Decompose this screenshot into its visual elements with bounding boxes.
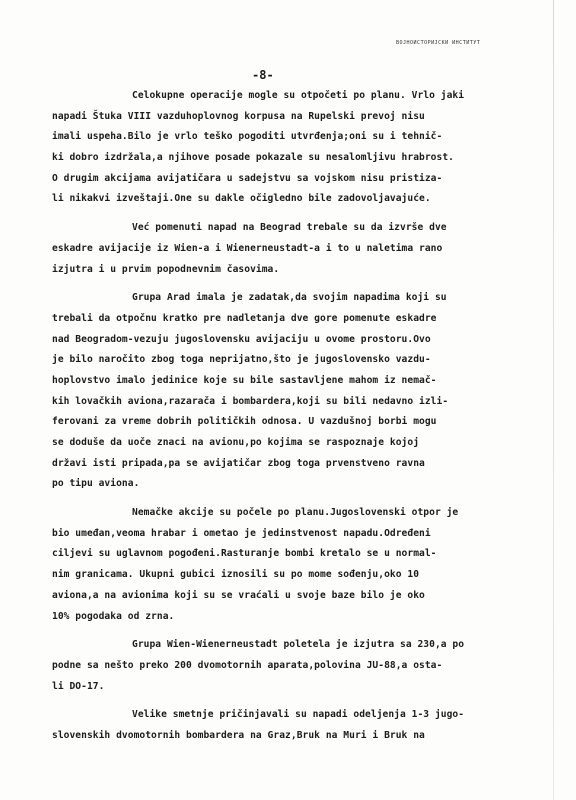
text-line: Već pomenuti napad na Beograd trebale su da izvrše dve	[132, 222, 447, 234]
text-line: kih lovačkih aviona,razarača i bombardera,koji su bili nedavno izli-	[52, 395, 449, 407]
text-line: izjutra i u prvim popodnevnim časovima.	[52, 263, 280, 275]
text-line: eskadre avijacije iz Wien-a i Wienerneustadt-a i to u naletima rano	[52, 242, 443, 254]
text-line: hoplovstvo imalo jedinice koje su bile sastavljene mahom iz nemač-	[52, 374, 437, 386]
text-line: Velike smetnje pričinjavali su napadi odeljenja 1-3 jugo-	[132, 709, 465, 721]
text-line: nad Beogradom-vezuju jugoslovensku avijaciju u ovome prostoru.Ovo	[52, 333, 431, 345]
paragraph-3	[52, 288, 552, 495]
text-line: je bilo naročito zbog toga nepriјatno,što je jugoslovensko vazdu-	[52, 354, 431, 366]
text-line: O drugim akcijama avijatičara u sadejstvu sa vojskom nisu pristiza-	[52, 172, 443, 184]
text-line: trebali da otpočnu kratko pre nadletanja dve gore pomenute eskadre	[52, 312, 437, 324]
page-number: -8-	[252, 68, 274, 82]
text-line: ki dobro izdržala,a njihove posade pokazale su nesalomljivu hrabrost.	[52, 152, 454, 164]
text-line: aviona,a na avionima koji su se vraćali u svoje baze bilo je oko	[52, 589, 425, 601]
scan-edge	[553, 0, 554, 800]
text-line: po tipu aviona.	[52, 478, 140, 490]
text-line: nim granicama. Ukupni gubici iznosili su po mome sođenju,oko 10	[52, 569, 420, 581]
text-line: li DO-17.	[52, 680, 105, 692]
paragraph-1	[52, 86, 552, 210]
text-line: 10% pogodaka od zrna.	[52, 610, 175, 622]
text-line: bio umeđan,veoma hrabar i ometao je jedinstvenost napadu.Određeni	[52, 527, 431, 539]
paragraph-5	[52, 635, 552, 697]
paragraph-2	[52, 218, 552, 280]
text-line: slovenskih dvomotornih bombardera na Graz,Bruk na Muri i Bruk na	[52, 729, 425, 741]
text-line: Celokupne operacije mogle su otpočeti po planu. Vrlo jaki	[132, 90, 465, 101]
text-line: li nikakvi izveštaji.One su dakle očigledno bile zadovoljavajuće.	[52, 193, 431, 205]
text-line: imali uspeha.Bilo je vrlo teško pogoditi utvrđenja;oni su i tehnič-	[52, 131, 443, 143]
text-line: napadi Štuka VIII vazduhoplovnog korpusa na Rupelski prevoj nisu	[52, 110, 425, 122]
archive-stamp: ВОЈНОИСТОРИЈСКИ ИНСТИТУТ	[396, 40, 481, 46]
paragraph-6	[52, 705, 552, 746]
text-line: podne sa nešto preko 200 dvomotornih aparata,polovina JU-88,a osta-	[52, 659, 443, 671]
text-line: Grupa Wien-Wienerneustadt poletela je izjutra sa 230,a po	[132, 639, 465, 651]
paragraph-4	[52, 503, 552, 627]
text-line: Grupa Arad imala je zadatak,da svojim napadima koji su	[132, 292, 447, 304]
text-line: Nemačke akcije su počele po planu.Jugoslovenski otpor je	[132, 507, 459, 519]
text-line: ferovani za vreme dobrih političkih odnosa. U vazdušnoj borbi mogu	[52, 416, 437, 428]
text-line: se doduše da uoče znaci na avionu,po kojima se raspoznaje kojoj	[52, 437, 420, 448]
document-body	[52, 86, 552, 747]
text-line: ciljevi su uglavnom pogođeni.Rasturanje bombi kretalo se u normal-	[52, 548, 437, 560]
text-line: državi isti pripada,pa se avijatičar zbog toga prvenstveno ravna	[52, 457, 425, 469]
